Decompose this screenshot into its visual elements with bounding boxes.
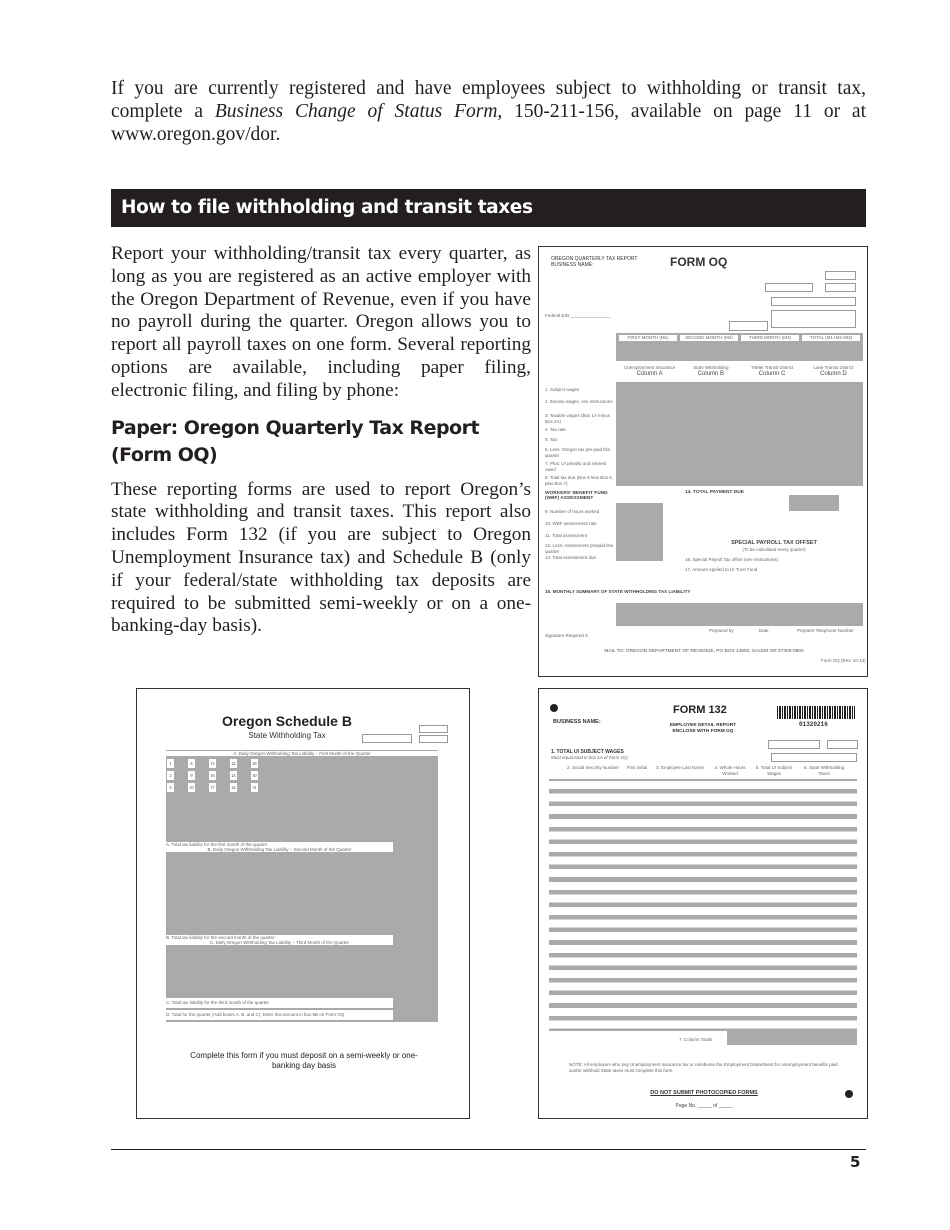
footer-rule	[111, 1149, 866, 1150]
form-name-link: Business Change of Status Form	[214, 101, 498, 122]
naics-box	[729, 321, 768, 331]
total-c-label: C. Total tax liability for the third month of the quarter	[166, 998, 393, 1008]
f132-bin-box	[768, 740, 820, 749]
section-header-bar: How to file withholding and transit taxes	[111, 189, 866, 227]
section-b-header	[166, 842, 393, 852]
line-3: 3. Taxable wages (Box 1A minus Box 2A)	[545, 413, 610, 424]
day-10: 10	[189, 785, 194, 790]
filing-paragraph: Report your withholding/transit tax every quarter, as long as you are registered as an active employer with the Oregon Department of Revenue, even if you have no payroll during the quarter. Oregon allows you to report all payroll taxes on one form. Several reporting options are available, including paper filing, electronic filing, and filing by phone:	[111, 243, 531, 401]
phone-label: Preparer Telephone Number	[797, 628, 854, 633]
line-9: 9. Number of hours worked	[545, 509, 600, 514]
special-offset-heading: SPECIAL PAYROLL TAX OFFSET	[731, 540, 817, 546]
registration-mark-icon	[550, 704, 558, 712]
day-29: 29	[252, 761, 257, 766]
line-5: 5. Tax	[545, 437, 557, 442]
oq-business-name: BUSINESS NAME:	[551, 262, 594, 268]
col-a-small: Unemployment Insurance	[623, 365, 676, 370]
line-16: 16. Special Payroll Tax offset (see instructions)	[685, 557, 779, 562]
line-8: 8. Total tax due (Box 5 less Box 6, plus Box 7)	[545, 475, 613, 486]
date-received-box	[771, 310, 856, 328]
col-last-name: 3. Employee Last Name	[655, 765, 705, 770]
month-m1: FIRST MONTH (M1)	[619, 335, 677, 341]
total-d-label: D. Total for the quarter (Add boxes A, B, and C). Enter this amount in box 5B on Form OQ	[166, 1010, 393, 1020]
sb-qtr-box	[419, 735, 448, 743]
line-2: 2. Excess wages, see instructions	[545, 399, 613, 404]
day-15: 15	[210, 761, 215, 766]
day-3: 3	[167, 783, 174, 792]
f132-qtr-box	[827, 740, 858, 749]
form-code-box	[825, 271, 856, 280]
f132-subtitle-1: EMPLOYEE DETAIL REPORT	[669, 723, 737, 728]
col-d-small: Lane Transit District	[813, 365, 854, 370]
return-box	[771, 297, 856, 306]
line-12: 12. Less: Assessment prepaid this quarter	[545, 543, 614, 554]
day-24: 24	[231, 785, 236, 790]
day-8: 8	[188, 759, 195, 768]
schedule-b-footer: Complete this form if you must deposit on a semi-weekly or one-banking day basis	[190, 1051, 418, 1070]
intro-text: If you are currently registered and have employees subject to withholding or transit tax, complete a	[111, 78, 866, 122]
day-grid-a	[167, 759, 439, 840]
day-16: 16	[210, 773, 215, 778]
day-22: 22	[231, 761, 236, 766]
schedule-b-subtitle: State Withholding Tax	[248, 731, 326, 740]
column-headers	[619, 365, 864, 377]
day-31: 31	[252, 785, 257, 790]
col-b	[680, 365, 741, 377]
wbf-grid	[616, 503, 663, 561]
date-label: Date	[759, 628, 769, 633]
oq-header	[551, 256, 637, 268]
month-grid	[616, 333, 863, 361]
line-17: 17. Amount Applied to UI Trust Fund	[685, 567, 758, 572]
tax-lines-grid	[616, 382, 863, 486]
form-132-title: FORM 132	[673, 704, 727, 716]
line-7: 7. Plus: UI penalty and interest owed	[545, 461, 607, 472]
col-c	[742, 365, 803, 377]
line-10: 10. WBF assessment rate	[545, 521, 597, 526]
line-1: 1. Subject wages	[545, 387, 580, 392]
month-m2: SECOND MONTH (M2)	[680, 335, 738, 341]
line-6: 6. Less: Oregon tax pre-paid this quarter	[545, 447, 611, 458]
form-132-thumbnail	[538, 688, 868, 1119]
form-oq-thumbnail	[538, 246, 868, 677]
oq-header-left: OREGON QUARTERLY TAX REPORT	[551, 256, 638, 262]
day-23: 23	[231, 773, 236, 778]
day-1: 1	[167, 759, 174, 768]
f132-subtitle-2: ENCLOSE WITH FORM OQ	[672, 729, 734, 734]
intro-text-after: , 150-211-156, available on page 11 or at www.oregon.gov/dor.	[111, 101, 866, 145]
total-payment-box	[789, 495, 839, 511]
monthly-summary-grid	[616, 603, 863, 626]
column-totals-box	[727, 1031, 857, 1045]
month-total: TOTAL (M1+M2+M3)	[802, 335, 860, 341]
total-b-label: B. Total tax liability for the second month of the quarter	[166, 935, 275, 940]
f132-date-box	[771, 753, 857, 762]
page-no: Page No. _____ of _____	[675, 1103, 733, 1109]
left-column	[111, 243, 531, 638]
total-ui-sub: Must equal total in box 1A of Form OQ	[551, 755, 628, 760]
line-15: 15. MONTHLY SUMMARY OF STATE WITHHOLDING TAX LIABILITY	[545, 589, 691, 594]
day-17: 17	[210, 785, 215, 790]
col-withholding: 6. State Withholding Taxes	[803, 765, 845, 776]
line-13: 13. Total assessment due	[545, 555, 596, 560]
tax-lines-labels	[545, 387, 615, 489]
sb-bin-box	[362, 734, 412, 743]
oq-revision: Form OQ (Rev. 10-13)	[821, 658, 866, 663]
section-b-label: B. Daily Oregon Withholding Tax Liability – Second Month of the Quarter	[207, 847, 352, 852]
line-11: 11. Total assessment	[545, 533, 587, 538]
page-number: 5	[850, 1153, 861, 1171]
col-d	[803, 365, 864, 377]
col-b-label: Column B	[697, 370, 725, 377]
intro-paragraph	[111, 77, 866, 146]
month-m3: THIRD MONTH (M3)	[741, 335, 799, 341]
col-ssn: 2. Social Security Number	[566, 765, 620, 770]
oq-title: FORM OQ	[670, 255, 728, 269]
col-b-small: State Withholding	[693, 365, 729, 370]
f132-business-name: BUSINESS NAME:	[553, 719, 601, 725]
section-a-header: A. Daily Oregon Withholding Tax Liability – First Month of the Quarter	[166, 751, 438, 756]
special-offset-sub: (To be calculated every quarter)	[742, 547, 806, 552]
line-4: 4. Tax rate	[545, 427, 566, 432]
total-payment-heading: 14. TOTAL PAYMENT DUE	[685, 490, 744, 495]
f132-note: NOTE: All employers who pay Unemployment Insurance tax or reimburse the Employment Department for unemployment benefits paid and/or withhold State taxes must complete this form.	[569, 1062, 838, 1073]
qtr-box	[825, 283, 856, 292]
schedule-b-title: Oregon Schedule B	[222, 713, 352, 729]
paper-heading: Paper: Oregon Quarterly Tax Report (Form OQ)	[111, 416, 480, 466]
section-c-label: C. Daily Oregon Withholding Tax Liability – Third Month of the Quarter	[209, 940, 350, 945]
no-photocopy: DO NOT SUBMIT PHOTOCOPIED FORMS	[650, 1090, 758, 1096]
employee-rows	[549, 779, 857, 1031]
bin-box	[765, 283, 813, 292]
col-a-label: Column A	[636, 370, 663, 377]
day-9: 9	[188, 771, 195, 780]
col-c-small: TriMet Transit District	[750, 365, 794, 370]
col-hours: 4. Whole Hours Worked	[714, 765, 746, 776]
federal-ein: Federal EIN ________________	[545, 313, 611, 318]
col-d-label: Column D	[820, 370, 847, 377]
col-c-label: Column C	[758, 370, 786, 377]
mail-to: MAIL TO: OREGON DEPARTMENT OF REVENUE, PO BOX 14800, SALEM OR 97309-0800	[604, 649, 804, 654]
f132-subtitle	[653, 723, 753, 735]
total-ui-wages: 1. TOTAL UI SUBJECT WAGES	[551, 749, 624, 755]
col-a	[619, 365, 680, 377]
section-c-header	[166, 935, 393, 945]
col-ui-wages: 5. Total UI Subject Wages	[755, 765, 793, 776]
f132-column-headers	[561, 765, 861, 776]
schedule-b-thumbnail	[136, 688, 470, 1119]
total-a-label: A. Total tax liability for the first month of the quarter	[166, 842, 268, 847]
prepared-by: Prepared by	[709, 628, 734, 633]
signature-line: Signature Required X	[545, 633, 589, 638]
registration-mark-icon-bottom	[845, 1090, 853, 1098]
col-initial: First initial	[626, 765, 648, 770]
wbf-heading: WORKERS’ BENEFIT FUND (WBF) ASSESSMENT	[545, 491, 608, 501]
day-2: 2	[167, 771, 174, 780]
column-totals-label: 7. Column Totals	[679, 1037, 713, 1042]
wbf-labels	[545, 509, 615, 567]
barcode-number: 01320216	[799, 721, 828, 728]
sb-code-box	[419, 725, 448, 733]
barcode-icon	[777, 706, 855, 719]
day-30: 30	[252, 773, 257, 778]
forms-paragraph: These reporting forms are used to report Oregon’s state withholding and transit taxes. This report also includes Form 132 (if you are subject to Oregon Unemployment Insurance tax) and Schedule B (only if your federal/state withholding tax deposits are required to be submitted semi-weekly or on a one-banking-day basis).	[111, 478, 531, 637]
